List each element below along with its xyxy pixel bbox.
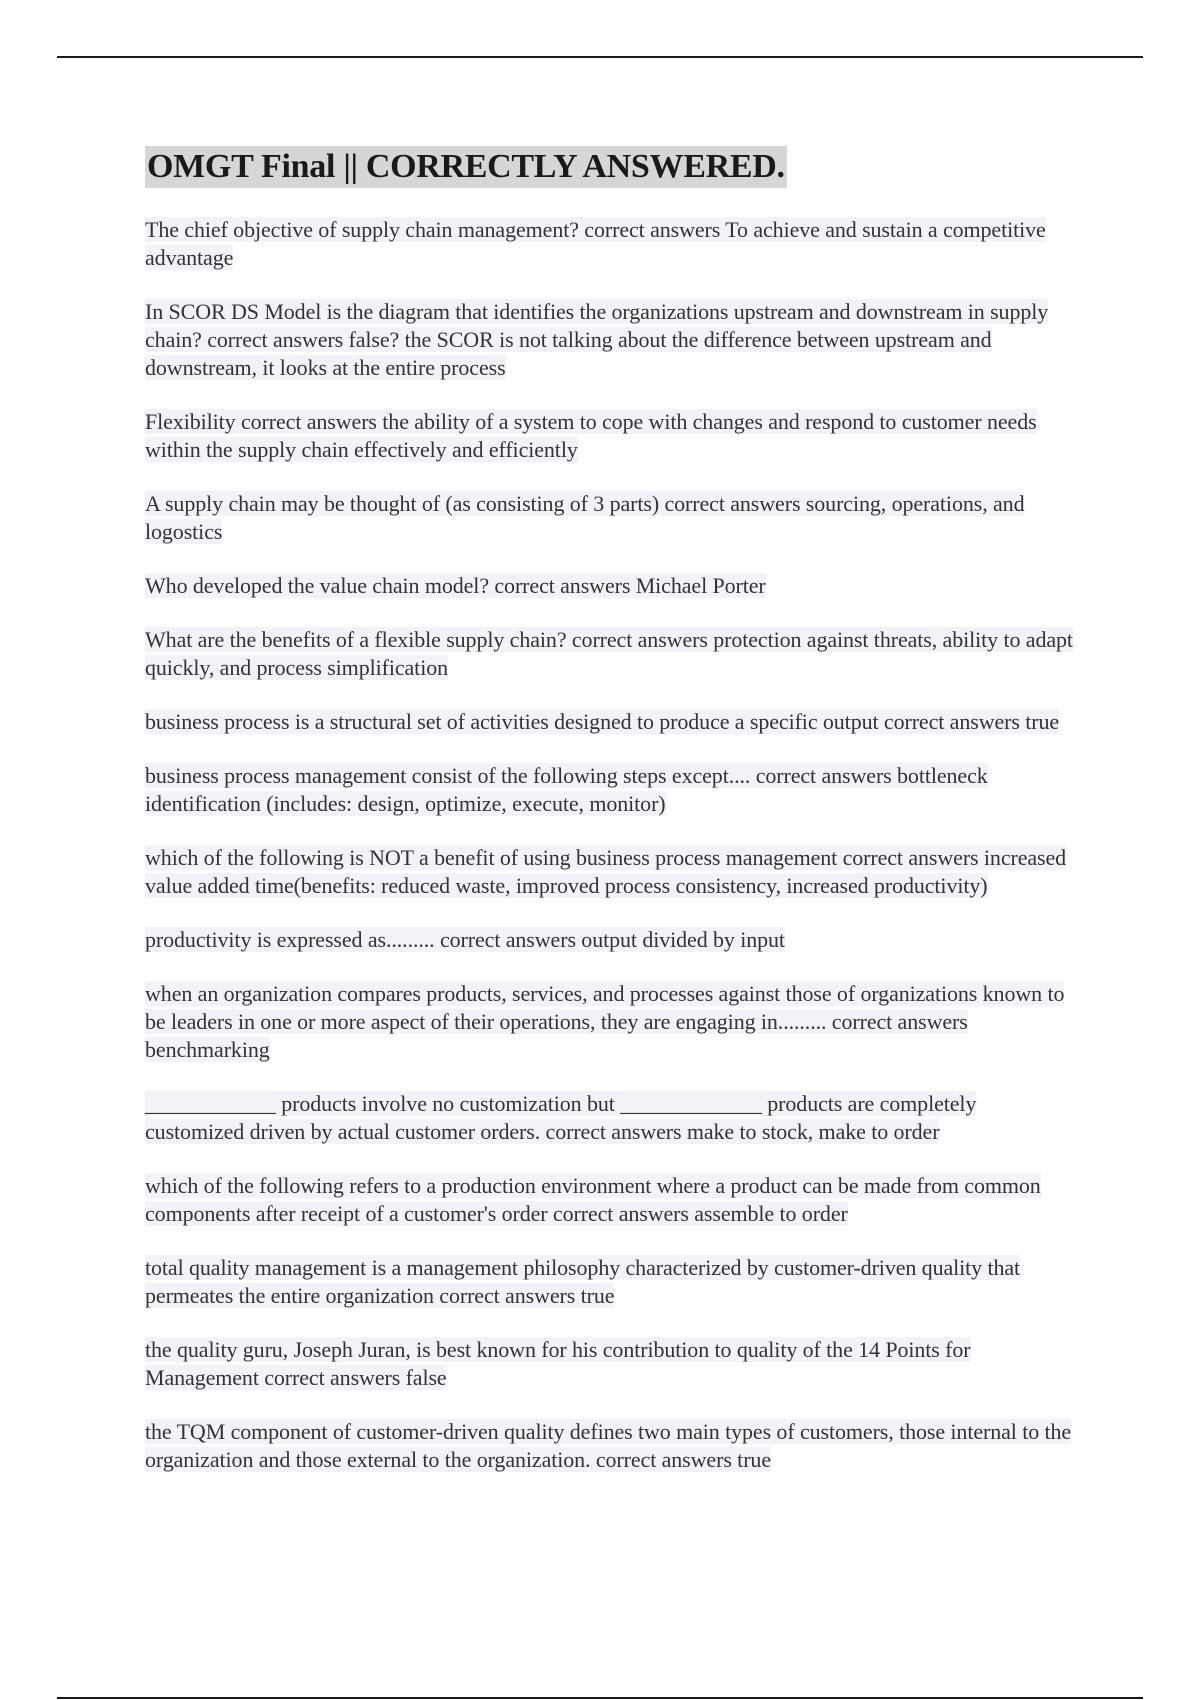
qa-text: A supply chain may be thought of (as consisting of 3 parts) correct answers sourcing, operations, and logostics xyxy=(145,491,1025,544)
qa-item xyxy=(145,572,1075,600)
qa-text: ____________ products involve no customization but _____________ products are completely customized driven by actual customer orders. correct answers make to stock, make to order xyxy=(145,1091,977,1144)
qa-text: which of the following refers to a production environment where a product can be made from common components after receipt of a customer's order correct answers assemble to order xyxy=(145,1173,1041,1226)
qa-text: which of the following is NOT a benefit of using business process management correct answers increased value added time(benefits: reduced waste, improved process consistency, increased productivity) xyxy=(145,845,1067,898)
qa-text: The chief objective of supply chain management? correct answers To achieve and sustain a competitive advantage xyxy=(145,217,1046,270)
qa-item xyxy=(145,1418,1075,1474)
qa-item xyxy=(145,216,1075,272)
top-rule xyxy=(57,56,1143,58)
qa-item xyxy=(145,1172,1075,1228)
document-body xyxy=(145,146,1075,1500)
qa-item xyxy=(145,298,1075,382)
qa-item xyxy=(145,926,1075,954)
qa-item xyxy=(145,762,1075,818)
qa-text: Flexibility correct answers the ability of a system to cope with changes and respond to customer needs within the supply chain effectively and efficiently xyxy=(145,409,1037,462)
qa-item xyxy=(145,980,1075,1064)
qa-text: What are the benefits of a flexible supply chain? correct answers protection against threats, ability to adapt quickly, and process simplification xyxy=(145,627,1073,680)
qa-item xyxy=(145,708,1075,736)
qa-text: In SCOR DS Model is the diagram that identifies the organizations upstream and downstream in supply chain? correct answers false? the SCOR is not talking about the difference between upstream and downstream, it looks at the entire process xyxy=(145,299,1049,380)
qa-text: business process management consist of the following steps except.... correct answers bottleneck identification (includes: design, optimize, execute, monitor) xyxy=(145,763,988,816)
qa-text: business process is a structural set of activities designed to produce a specific output correct answers true xyxy=(145,709,1060,734)
document-title: OMGT Final || CORRECTLY ANSWERED. xyxy=(145,146,787,188)
qa-list xyxy=(145,216,1075,1474)
qa-text: total quality management is a management philosophy characterized by customer-driven quality that permeates the entire organization correct answers true xyxy=(145,1255,1021,1308)
qa-item xyxy=(145,1336,1075,1392)
qa-text: the TQM component of customer-driven quality defines two main types of customers, those internal to the organization and those external to the organization. correct answers true xyxy=(145,1419,1072,1472)
qa-item xyxy=(145,408,1075,464)
qa-text: when an organization compares products, services, and processes against those of organizations known to be leaders in one or more aspect of their operations, they are engaging in......... correct answers benchmarking xyxy=(145,981,1065,1062)
qa-item xyxy=(145,1254,1075,1310)
bottom-rule xyxy=(57,1697,1143,1699)
qa-item xyxy=(145,1090,1075,1146)
qa-text: Who developed the value chain model? correct answers Michael Porter xyxy=(145,573,766,598)
qa-item xyxy=(145,626,1075,682)
qa-text: productivity is expressed as......... correct answers output divided by input xyxy=(145,927,785,952)
qa-item xyxy=(145,844,1075,900)
qa-text: the quality guru, Joseph Juran, is best known for his contribution to quality of the 14 Points for Management correct answers false xyxy=(145,1337,971,1390)
qa-item xyxy=(145,490,1075,546)
